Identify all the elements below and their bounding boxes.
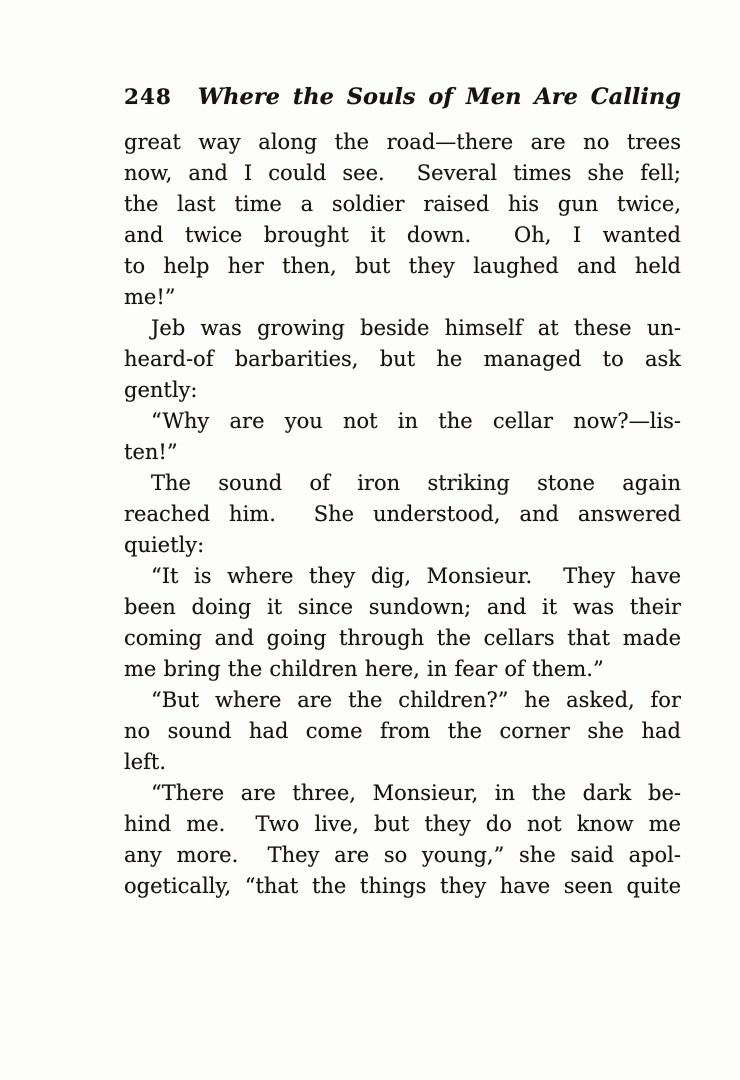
text-line: and twice brought it down. Oh, I wanted xyxy=(124,223,681,247)
text-line: great way along the road—there are no trees xyxy=(124,130,681,154)
text-line: Jeb was growing beside himself at these un- xyxy=(151,316,681,340)
text-line: me bring the children here, in fear of them.” xyxy=(124,657,604,681)
text-line: no sound had come from the corner she had xyxy=(124,719,681,743)
running-header xyxy=(124,84,681,111)
page-number: 248 xyxy=(124,85,172,110)
text-line: the last time a soldier raised his gun twice, xyxy=(124,192,681,216)
running-title: Where the Souls of Men Are Calling xyxy=(197,84,681,110)
text-line: The sound of iron striking stone again xyxy=(151,471,681,495)
text-line: “It is where they dig, Monsieur. They have xyxy=(151,564,681,588)
text-line: any more. They are so young,” she said apol- xyxy=(124,843,681,867)
text-line: to help her then, but they laughed and held xyxy=(124,254,681,278)
text-block xyxy=(124,127,681,902)
text-line: quietly: xyxy=(124,533,205,557)
text-line: gently: xyxy=(124,378,198,402)
text-line: “There are three, Monsieur, in the dark be- xyxy=(151,781,681,805)
text-line: now, and I could see. Several times she fell; xyxy=(124,161,681,185)
text-line: reached him. She understood, and answered xyxy=(124,502,681,526)
text-line: been doing it since sundown; and it was their xyxy=(124,595,681,619)
text-line: heard-of barbarities, but he managed to ask xyxy=(124,347,681,371)
text-line: hind me. Two live, but they do not know me xyxy=(124,812,681,836)
text-line: “But where are the children?” he asked, for xyxy=(151,688,681,712)
text-line: me!” xyxy=(124,285,176,309)
text-line: “Why are you not in the cellar now?—lis- xyxy=(151,409,681,433)
text-line: coming and going through the cellars that made xyxy=(124,626,681,650)
text-line: ten!” xyxy=(124,440,178,464)
text-line: left. xyxy=(124,750,167,774)
text-line: ogetically, “that the things they have seen quite xyxy=(124,874,681,898)
